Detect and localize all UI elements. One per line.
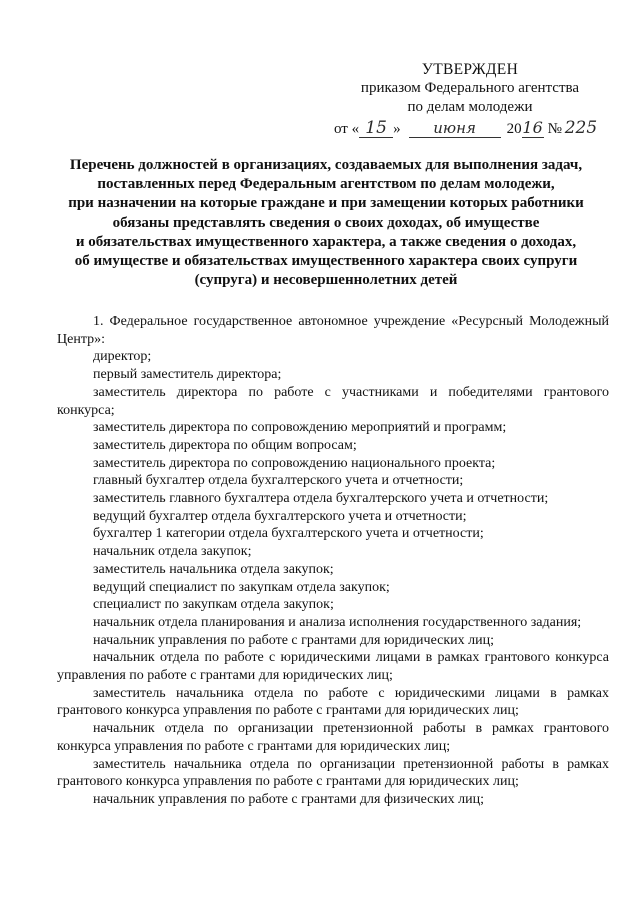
list-item: главный бухгалтер отдела бухгалтерского учета и отчетности; [93, 473, 464, 489]
list-item: заместитель директора по сопровождению национального проекта; [93, 455, 496, 471]
list-item: заместитель директора по сопровождению мероприятий и программ; [93, 420, 507, 436]
list-item: заместитель начальника отдела по работе с юридическими лицами в рамках грантового конкурса управления по работе с грантами для юридических лиц; [57, 685, 609, 719]
handwritten-day: 15 [359, 119, 393, 138]
date-close-quote: » [393, 121, 401, 137]
list-item: бухгалтер 1 категории отдела бухгалтерского учета и отчетности; [93, 526, 484, 542]
list-item: ведущий специалист по закупкам отдела закупок; [93, 579, 390, 595]
list-item: заместитель директора по работе с участниками и победителями грантового конкурса; [57, 384, 609, 418]
positions-list [57, 313, 609, 809]
heading-line: поставленных перед Федеральным агентством по делам молодежи, [97, 176, 555, 193]
list-item: начальник управления по работе с грантами для юридических лиц; [93, 632, 495, 648]
list-item: начальник управления по работе с грантами для физических лиц; [93, 791, 485, 807]
handwritten-year: 16 [522, 118, 543, 137]
list-item: директор; [93, 349, 152, 365]
heading-line: об имуществе и обязательствах имущественного характера своих супруги [74, 253, 578, 270]
list-item: заместитель начальника отдела по организации претензионной работы в рамках грантового конкурса управления по работе с грантами для юридических лиц; [57, 756, 609, 790]
approval-date-number [330, 119, 610, 139]
list-item: начальник отдела закупок; [93, 544, 252, 560]
list-item: заместитель директора по общим вопросам; [93, 437, 357, 453]
heading-line: (супруга) и несовершеннолетних детей [194, 272, 458, 289]
list-item: начальник отдела планирования и анализа исполнения государственного задания; [93, 614, 582, 630]
number-sign: № [547, 121, 562, 137]
heading-line: и обязательствах имущественного характера, а также сведения о доходах, [75, 233, 577, 250]
list-item: специалист по закупкам отдела закупок; [93, 597, 334, 613]
approval-order-line-2: по делам молодежи [407, 99, 533, 115]
handwritten-month: июня [409, 119, 501, 138]
list-item: 1. Федеральное государственное автономное учреждение «Ресурсный Молодежный Центр»: [57, 314, 609, 347]
document-heading [52, 156, 600, 290]
heading-line: при назначении на которые граждане и при замещении которых работники [68, 195, 584, 212]
heading-line: обязаны представлять сведения о своих доходах, об имуществе [112, 214, 540, 231]
approval-order-line-1: приказом Федерального агентства [360, 80, 580, 96]
approval-title: УТВЕРЖДЕН [421, 61, 519, 78]
date-prefix: от « [334, 121, 360, 137]
list-item: заместитель начальника отдела закупок; [93, 561, 334, 577]
year-prefix: 20 [506, 121, 522, 137]
heading-line: Перечень должностей в организациях, создаваемых для выполнения задач, [69, 157, 583, 173]
list-item: ведущий бухгалтер отдела бухгалтерского учета и отчетности; [93, 508, 467, 524]
list-item: начальник отдела по работе с юридическими лицами в рамках грантового конкурса управления по работе с грантами для юридических лиц; [57, 650, 609, 684]
list-item: первый заместитель директора; [93, 367, 282, 383]
list-item: начальник отдела по организации претензионной работы в рамках грантового конкурса управления по работе с грантами для юридических лиц; [57, 721, 609, 754]
list-item: заместитель главного бухгалтера отдела бухгалтерского учета и отчетности; [93, 491, 549, 507]
approval-block [330, 60, 610, 139]
handwritten-order-number: 225 [564, 118, 598, 138]
